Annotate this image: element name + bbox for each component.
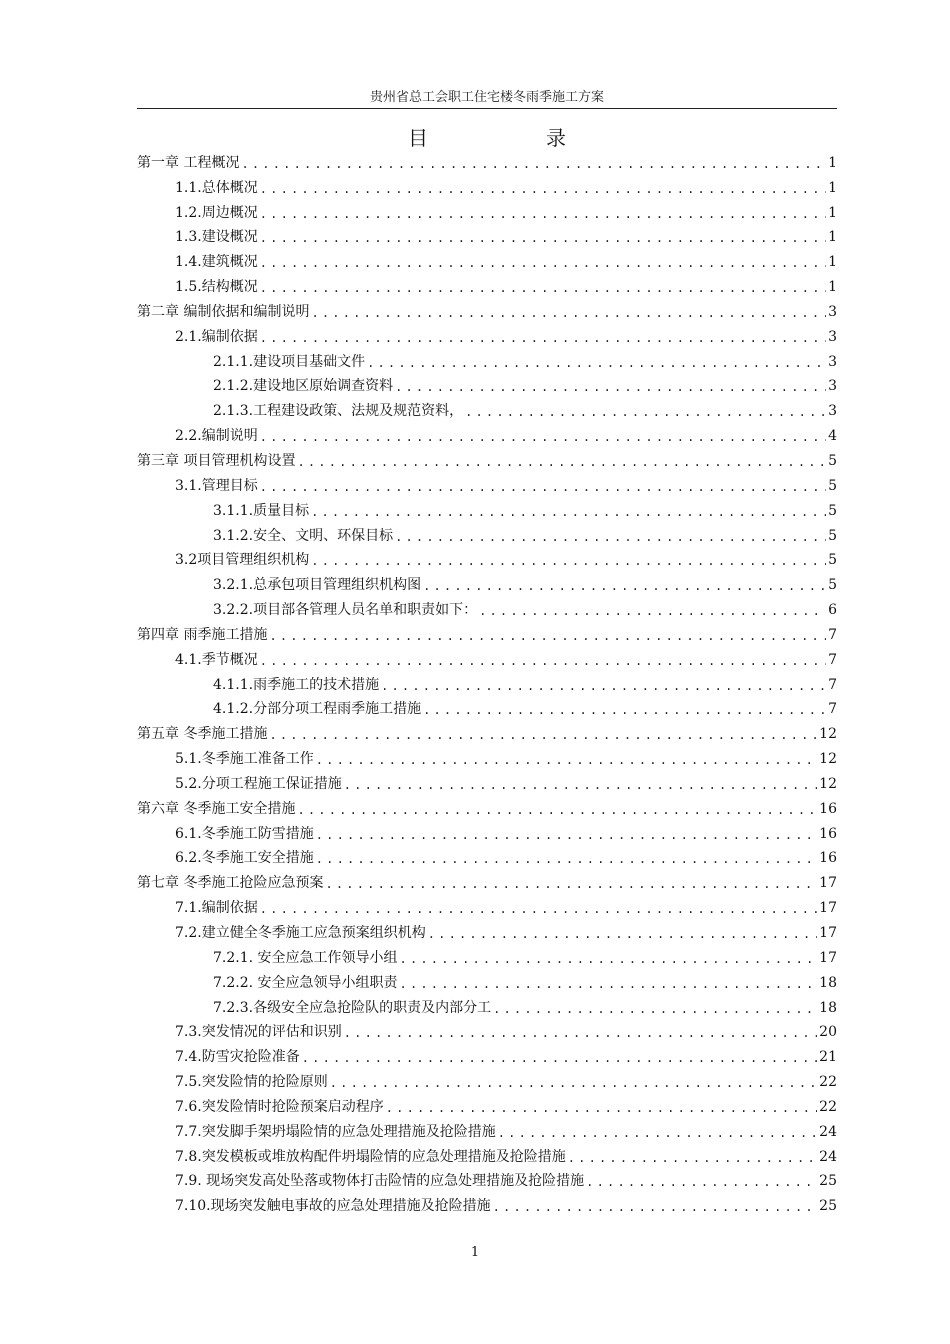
toc-dot-leader	[423, 577, 826, 595]
toc-dot-leader	[400, 975, 818, 993]
toc-entry-title: 第六章 冬季施工安全措施	[137, 800, 296, 817]
toc-entry-page: 3	[828, 353, 837, 370]
toc-entry[interactable]	[137, 446, 837, 471]
toc-entry[interactable]	[137, 595, 837, 620]
toc-entry-title: 7.8.突发模板或堆放构配件坍塌险情的应急处理措施及抢险措施	[175, 1148, 566, 1165]
toc-dot-leader	[465, 403, 826, 421]
toc-entry[interactable]	[137, 844, 837, 869]
toc-entry[interactable]	[137, 471, 837, 496]
toc-dot-leader	[316, 850, 817, 868]
table-of-contents	[137, 148, 837, 1216]
toc-entry[interactable]	[137, 521, 837, 546]
toc-dot-leader	[381, 677, 826, 695]
toc-entry-title: 6.2.冬季施工安全措施	[175, 850, 314, 867]
toc-entry-title: 2.1.1.建设项目基础文件	[213, 353, 366, 370]
toc-dot-leader	[479, 602, 826, 620]
toc-entry-page: 12	[819, 751, 837, 768]
toc-dot-leader	[260, 478, 826, 496]
toc-entry-title: 3.1.1.质量目标	[213, 502, 310, 519]
toc-entry-page: 1	[828, 279, 837, 296]
toc-title	[137, 122, 837, 151]
toc-entry-page: 16	[819, 850, 837, 867]
toc-dot-leader	[493, 1198, 818, 1216]
toc-entry[interactable]	[137, 496, 837, 521]
toc-entry-title: 第一章 工程概况	[137, 154, 240, 171]
toc-entry-title: 7.3.突发情况的评估和识别	[175, 1024, 342, 1041]
toc-entry-page: 3	[828, 328, 837, 345]
toc-dot-leader	[344, 776, 817, 794]
toc-entry-title: 2.1.3.工程建设政策、法规及规范资料，	[213, 403, 464, 420]
toc-entry-title: 7.4.防雪灾抢险准备	[175, 1049, 300, 1066]
toc-entry-page: 4	[828, 428, 837, 445]
toc-dot-leader	[395, 528, 826, 546]
toc-entry-page: 5	[828, 527, 837, 544]
toc-entry-title: 2.1.编制依据	[175, 328, 258, 345]
toc-entry-title: 7.5.突发险情的抢险原则	[175, 1074, 328, 1091]
toc-entry-page: 18	[819, 974, 837, 991]
toc-dot-leader	[260, 900, 817, 918]
toc-dot-leader	[260, 229, 826, 247]
toc-entry[interactable]	[137, 1167, 837, 1192]
toc-entry-page: 1	[828, 229, 837, 246]
toc-entry-page: 24	[819, 1123, 837, 1140]
toc-entry[interactable]	[137, 1018, 837, 1043]
toc-entry-title: 1.1.总体概况	[175, 179, 258, 196]
toc-entry[interactable]	[137, 570, 837, 595]
toc-dot-leader	[241, 155, 826, 173]
toc-entry[interactable]	[137, 1042, 837, 1067]
toc-entry-title: 第四章 雨季施工措施	[137, 626, 268, 643]
toc-entry-page: 17	[819, 925, 837, 941]
toc-entry-title: 7.6.突发险情时抢险预案启动程序	[175, 1098, 384, 1115]
toc-entry[interactable]	[137, 819, 837, 844]
toc-entry-title: 3.1.管理目标	[175, 477, 258, 494]
toc-entry-page: 22	[819, 1074, 837, 1091]
toc-entry-title: 第七章 冬季施工抢险应急预案	[137, 875, 324, 892]
toc-entry[interactable]	[137, 670, 837, 695]
toc-entry[interactable]	[137, 968, 837, 993]
toc-entry[interactable]	[137, 918, 837, 943]
toc-entry-title: 7.1.编制依据	[175, 900, 258, 917]
toc-entry-title: 5.2.分项工程施工保证措施	[175, 775, 342, 792]
toc-entry-title: 1.5.结构概况	[175, 279, 258, 296]
toc-entry[interactable]	[137, 794, 837, 819]
toc-entry[interactable]	[137, 421, 837, 446]
toc-entry[interactable]	[137, 272, 837, 297]
toc-dot-leader	[302, 1049, 817, 1067]
toc-entry-title: 7.2.建立健全冬季施工应急预案组织机构	[175, 925, 426, 941]
toc-entry[interactable]	[137, 546, 837, 571]
toc-entry-title: 7.2.1. 安全应急工作领导小组	[213, 949, 398, 966]
toc-entry[interactable]	[137, 372, 837, 397]
toc-entry[interactable]	[137, 396, 837, 421]
toc-dot-leader	[297, 801, 817, 819]
toc-entry-title: 第五章 冬季施工措施	[137, 726, 268, 743]
toc-dot-leader	[311, 552, 826, 570]
toc-entry-page: 3	[828, 403, 837, 420]
toc-entry-page: 18	[819, 999, 837, 1016]
toc-entry[interactable]	[137, 347, 837, 372]
toc-dot-leader	[269, 627, 826, 645]
toc-dot-leader	[260, 205, 826, 223]
toc-entry[interactable]	[137, 645, 837, 670]
toc-dot-leader	[297, 453, 826, 471]
header-rule	[137, 108, 837, 109]
toc-entry-page: 7	[828, 626, 837, 643]
toc-entry[interactable]	[137, 223, 837, 248]
toc-entry[interactable]	[137, 1117, 837, 1142]
toc-entry-page: 12	[819, 775, 837, 792]
toc-entry-page: 16	[819, 825, 837, 842]
toc-entry[interactable]	[137, 769, 837, 794]
toc-entry-page: 7	[828, 701, 837, 718]
running-header: 贵州省总工会职工住宅楼冬雨季施工方案	[369, 90, 604, 105]
toc-dot-leader	[311, 503, 826, 521]
toc-entry-page: 5	[828, 552, 837, 569]
toc-entry-page: 12	[819, 726, 837, 743]
toc-dot-leader	[395, 378, 826, 396]
toc-entry[interactable]	[137, 198, 837, 223]
toc-entry[interactable]	[137, 744, 837, 769]
toc-dot-leader	[400, 950, 818, 968]
toc-entry-title: 1.3.建设概况	[175, 229, 258, 246]
toc-entry[interactable]	[137, 173, 837, 198]
toc-dot-leader	[260, 428, 826, 446]
toc-entry-title: 4.1.1.雨季施工的技术措施	[213, 676, 380, 693]
toc-entry-page: 5	[828, 502, 837, 519]
toc-entry-title: 7.2.2. 安全应急领导小组职责	[213, 974, 398, 991]
toc-dot-leader	[330, 1074, 817, 1092]
toc-entry[interactable]	[137, 993, 837, 1018]
toc-entry[interactable]	[137, 893, 837, 918]
toc-entry-page: 20	[819, 1024, 837, 1041]
toc-entry-page: 17	[819, 949, 837, 966]
toc-entry-page: 3	[828, 378, 837, 395]
toc-entry[interactable]	[137, 1092, 837, 1117]
toc-entry-page: 16	[819, 800, 837, 817]
toc-entry-page: 3	[828, 303, 837, 320]
toc-entry-page: 1	[828, 154, 837, 171]
toc-entry-page: 22	[819, 1098, 837, 1115]
toc-dot-leader	[260, 180, 826, 198]
toc-dot-leader	[568, 1149, 817, 1167]
toc-entry[interactable]	[137, 943, 837, 968]
toc-dot-leader	[386, 1099, 817, 1117]
toc-entry-title: 3.2.2.项目部各管理人员名单和职责如下：	[213, 602, 478, 619]
toc-entry-page: 1	[828, 254, 837, 271]
toc-entry[interactable]	[137, 148, 837, 173]
toc-entry-title: 3.2.1.总承包项目管理组织机构图	[213, 577, 422, 594]
toc-entry[interactable]	[137, 1142, 837, 1167]
toc-dot-leader	[260, 652, 826, 670]
toc-entry[interactable]	[137, 1191, 837, 1216]
toc-entry-title: 7.10.现场突发触电事故的应急处理措施及抢险措施	[175, 1198, 491, 1215]
toc-dot-leader	[260, 254, 826, 272]
toc-title-char-2: 录	[546, 126, 566, 150]
toc-entry-page: 21	[819, 1049, 837, 1066]
toc-entry[interactable]	[137, 868, 837, 893]
toc-title-char-1: 目	[408, 126, 428, 150]
toc-dot-leader	[260, 329, 826, 347]
toc-entry[interactable]	[137, 1067, 837, 1092]
toc-entry-title: 7.7.突发脚手架坍塌险情的应急处理措施及抢险措施	[175, 1123, 496, 1140]
toc-dot-leader	[269, 726, 817, 744]
toc-dot-leader	[260, 279, 826, 297]
toc-dot-leader	[493, 1000, 817, 1018]
toc-entry[interactable]	[137, 322, 837, 347]
toc-entry[interactable]	[137, 719, 837, 744]
toc-entry-title: 6.1.冬季施工防雪措施	[175, 825, 314, 842]
toc-entry[interactable]	[137, 297, 837, 322]
toc-entry[interactable]	[137, 695, 837, 720]
toc-entry-title: 1.4.建筑概况	[175, 254, 258, 271]
toc-entry-page: 25	[819, 1173, 837, 1190]
toc-dot-leader	[344, 1024, 817, 1042]
toc-dot-leader	[423, 701, 826, 719]
toc-dot-leader	[311, 304, 826, 322]
toc-dot-leader	[316, 826, 817, 844]
toc-entry-page: 7	[828, 651, 837, 668]
toc-dot-leader	[325, 875, 817, 893]
toc-entry-title: 7.9. 现场突发高处坠落或物体打击险情的应急处理措施及抢险措施	[175, 1173, 585, 1190]
toc-entry[interactable]	[137, 620, 837, 645]
toc-entry-page: 6	[828, 602, 837, 619]
toc-entry-title: 4.1.2.分部分项工程雨季施工措施	[213, 701, 422, 718]
toc-dot-leader	[428, 925, 817, 943]
toc-entry-title: 3.2项目管理组织机构	[175, 552, 310, 569]
toc-dot-leader	[367, 354, 826, 372]
toc-entry[interactable]	[137, 247, 837, 272]
toc-entry-page: 7	[828, 676, 837, 693]
toc-entry-title: 2.1.2.建设地区原始调查资料	[213, 378, 394, 395]
toc-entry-page: 17	[819, 900, 837, 917]
toc-dot-leader	[586, 1173, 817, 1191]
toc-entry-title: 4.1.季节概况	[175, 651, 258, 668]
toc-entry-title: 1.2.周边概况	[175, 204, 258, 221]
toc-dot-leader	[316, 751, 817, 769]
toc-entry-title: 3.1.2.安全、文明、环保目标	[213, 527, 394, 544]
toc-entry-page: 5	[828, 452, 837, 469]
toc-entry-title: 5.1.冬季施工准备工作	[175, 751, 314, 768]
toc-entry-page: 1	[828, 179, 837, 196]
toc-entry-page: 17	[819, 875, 837, 892]
toc-entry-page: 5	[828, 477, 837, 494]
toc-entry-page: 1	[828, 204, 837, 221]
toc-entry-page: 24	[819, 1148, 837, 1165]
toc-entry-page: 5	[828, 577, 837, 594]
toc-entry-title: 第三章 项目管理机构设置	[137, 452, 296, 469]
page-number: 1	[470, 1245, 480, 1260]
toc-entry-title: 7.2.3.各级安全应急抢险队的职责及内部分工	[213, 999, 492, 1016]
toc-entry-title: 第二章 编制依据和编制说明	[137, 303, 310, 320]
toc-dot-leader	[498, 1124, 817, 1142]
toc-entry-title: 2.2.编制说明	[175, 428, 258, 445]
toc-entry-page: 25	[819, 1198, 837, 1215]
